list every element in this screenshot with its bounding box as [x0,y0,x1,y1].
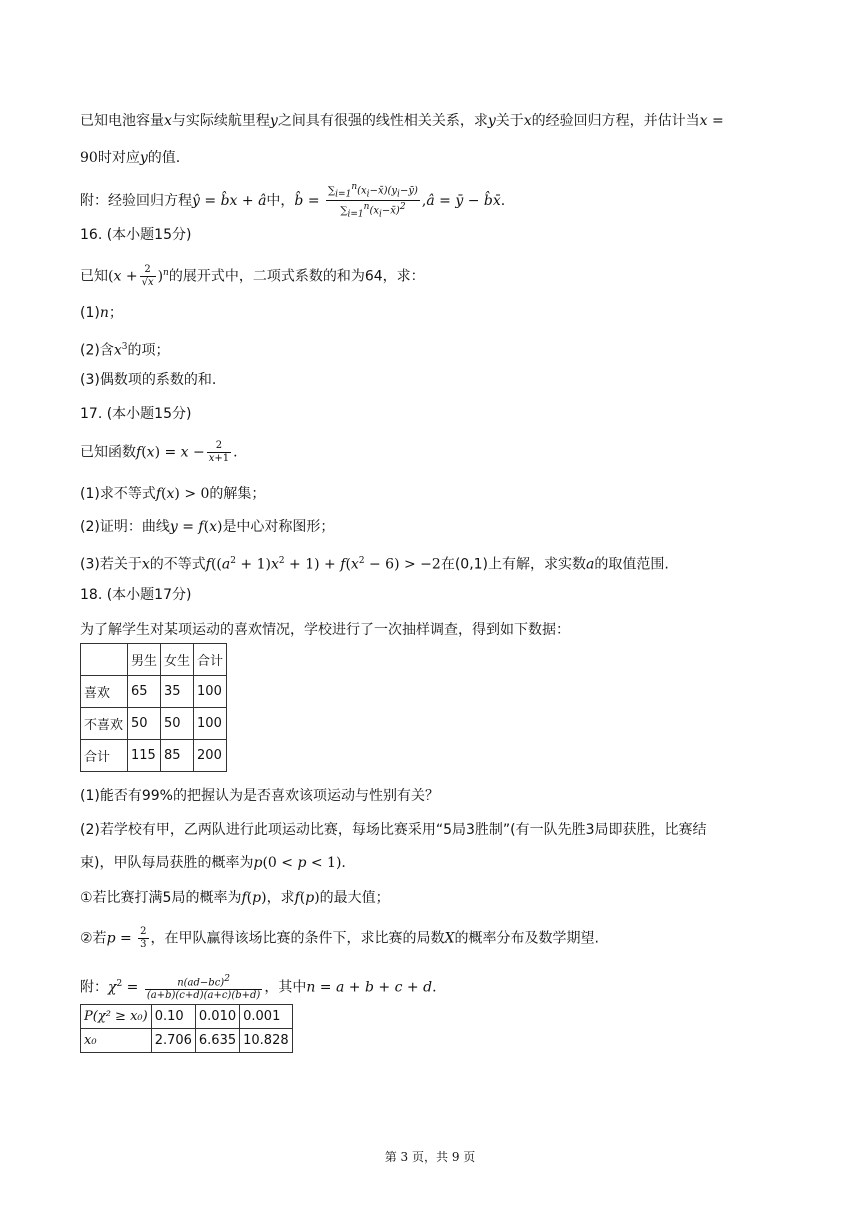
text-line: 已知电池容量x与实际续航里程y之间具有很强的线性相关关系，求y关于x的经验回归方程，并估计当x = [80,113,724,129]
table-cell: 50 [161,708,194,740]
text: 的经验回归方程，并估计当 [531,113,700,129]
text: 之间具有很强的线性相关关系，求 [277,113,488,129]
table-cell: 115 [128,740,161,772]
text: 已知 [80,268,108,285]
text: 关于 [495,113,524,129]
text: (2)证明：曲线 [80,519,170,535]
text: 是中心对称图形； [222,519,335,535]
text: (3)若关于 [80,556,142,573]
table-cell: 10.828 [240,1029,293,1053]
text-line: (2)若学校有甲，乙两队进行此项运动比赛，每场比赛采用“5局3胜制”(有一队先胜3局即获胜，比赛结 [80,822,707,838]
text: 的取值范围. [594,556,669,573]
text: 的值. [147,150,181,166]
table-cell: x₀ [81,1029,152,1053]
question-17-header: 17. (本小题15分) [80,406,192,422]
text: 的最大值； [319,890,390,906]
text-line: (1)求不等式f(x) > 0的解集； [80,486,266,502]
text-line: 为了解学生对某项运动的喜欢情况，学校进行了一次抽样调查，得到如下数据： [80,622,570,638]
text-line: 已知函数f(x) = x − $\frac{2}{x+1}$ . [80,440,238,464]
text: ①若比赛打满5局的概率为 [80,890,242,906]
table-cell: 合计 [81,740,128,772]
table-cell: 0.001 [240,1005,293,1029]
text-line: (2)证明：曲线y = f(x)是中心对称图形； [80,519,335,535]
chi-square-table [80,1004,293,1053]
text: 在(0,1)上有解，求实数 [440,556,587,573]
text-line: ②若p = $\frac{2}{3}$ ，在甲队赢得该场比赛的条件下，求比赛的局数X的概率分布及数学期望. [80,926,599,950]
text: 的展开式中，二项式系数的和为64，求： [168,268,425,285]
text: 中， [266,192,295,209]
text-line: 90时对应y的值. [80,150,181,166]
table-cell: 100 [194,676,227,708]
text: ； [108,305,123,321]
text: ，在甲队赢得该场比赛的条件下，求比赛的局数 [150,930,445,947]
table-cell: 合计 [194,644,227,676]
text: ，其中 [264,979,307,996]
text: 时对应 [97,150,140,166]
text: 的概率分布及数学期望. [454,930,599,947]
text-line: (2)含$x^3$的项； [80,342,170,359]
table-row [81,644,227,676]
text: 附： [80,979,108,996]
table-cell: 6.635 [195,1029,239,1053]
table-row [81,1005,293,1029]
formula-line: 附：$\chi^2$ = $\frac{n(ad-bc)^2}{(a+b)(c+d)(a+c)(b+d)}$ ，其中n = a + b + c + d. [80,974,437,1002]
text: ，求 [266,890,295,906]
table-cell: 50 [128,708,161,740]
text-line: 已知(x + $\frac{2}{√x}$ )$^n$的展开式中，二项式系数的和为64，求： [80,264,425,289]
table-row [81,708,227,740]
formula-line: 附：经验回归方程ŷ = b̂x + â中，b̂ = $\frac{\sum_{i=1}^n(x_i-x̄)(y_i-ȳ)}{\sum_{i=1}^n(x_i-x̄)^2}$ ,â = ȳ − b̂x̄. [80,182,506,220]
text-line: 束)，甲队每局获胜的概率为p(0 < p < 1). [80,855,346,871]
survey-table [80,643,227,772]
table-row [81,740,227,772]
table-cell: 女生 [161,644,194,676]
text: ②若 [80,930,107,947]
text: 的不等式 [149,556,206,573]
table-cell: 喜欢 [81,676,128,708]
text: 已知函数 [80,444,136,461]
table-cell: 0.10 [151,1005,195,1029]
text-line: (3)若关于x的不等式$f((a^2 + 1)x^2 + 1) + f(x^2 - 6) > -2$在(0,1)上有解，求实数a的取值范围. [80,556,669,573]
table-cell: 男生 [128,644,161,676]
text-line: (3)偶数项的系数的和. [80,372,217,388]
table-row [81,1029,293,1053]
table-cell: 100 [194,708,227,740]
text: 已知电池容量 [80,113,164,129]
text-line: (1)能否有99%的把握认为是否喜欢该项运动与性别有关？ [80,788,439,804]
text: (1) [80,305,100,321]
table-cell [81,644,128,676]
text: (1)求不等式 [80,486,156,502]
question-16-header: 16. (本小题15分) [80,227,192,243]
text: 束)，甲队每局获胜的概率为 [80,855,254,871]
text-line: (1)n； [80,305,123,321]
table-cell: P(χ² ≥ x₀) [81,1005,152,1029]
text-line: ①若比赛打满5局的概率为f(p)，求f(p)的最大值； [80,890,390,906]
text: 的解集； [209,486,266,502]
text: 附：经验回归方程 [80,192,192,209]
text: (2)含 [80,342,114,359]
table-row [81,676,227,708]
table-cell: 65 [128,676,161,708]
page-footer: 第 3 页，共 9 页 [384,1150,476,1164]
table-cell: 200 [194,740,227,772]
table-cell: 35 [161,676,194,708]
question-18-header: 18. (本小题17分) [80,587,192,603]
table-cell: 不喜欢 [81,708,128,740]
table-cell: 2.706 [151,1029,195,1053]
text: 的项； [127,342,170,359]
table-cell: 0.010 [195,1005,239,1029]
text: 与实际续航里程 [171,113,270,129]
table-cell: 85 [161,740,194,772]
